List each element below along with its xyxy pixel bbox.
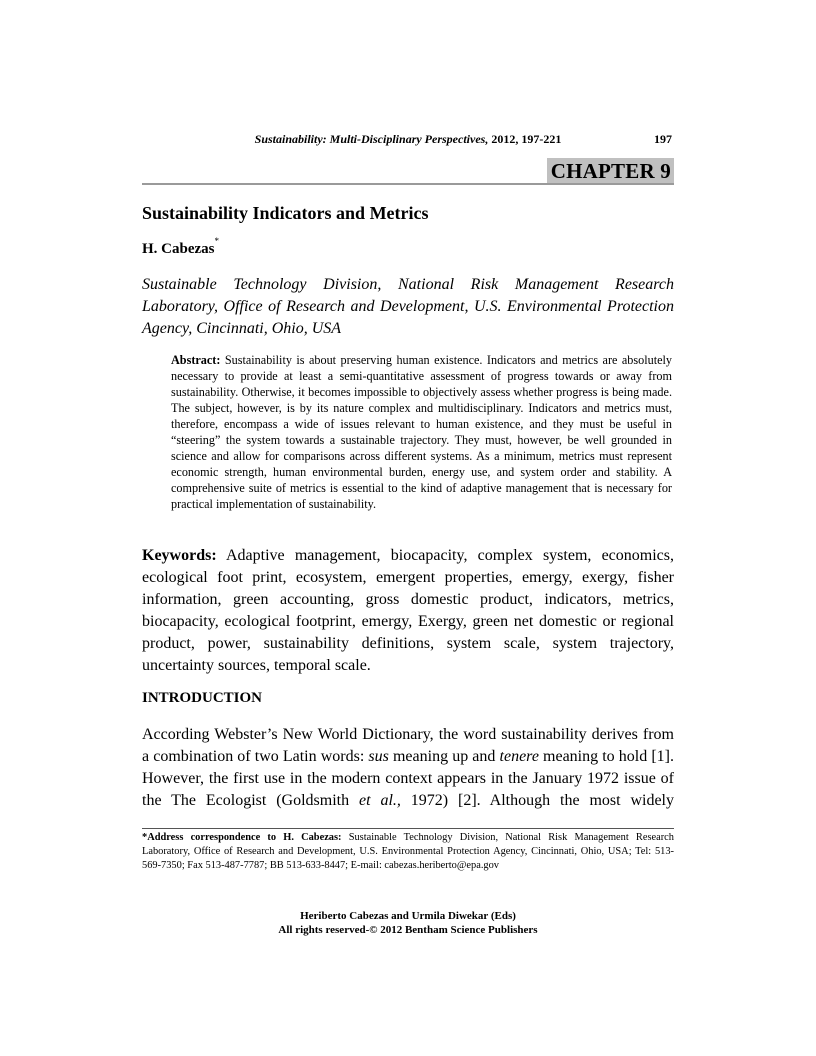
editors: Heriberto Cabezas and Urmila Diwekar (Eds) [300,910,516,922]
header-divider [142,183,674,185]
publisher-info [142,909,674,937]
footnote [142,831,674,873]
abstract-label: Abstract: [171,353,221,367]
journal-details: 2012, 197-221 [488,132,562,146]
affiliation: Sustainable Technology Division, National Risk Management Research Laboratory, Office of Research and Development, U.S. Environmental Protection Agency, Cincinnati, Ohio, USA [142,276,674,337]
introduction-paragraph [142,724,674,812]
author [142,236,219,258]
author-name: H. Cabezas [142,241,215,257]
running-head [142,132,674,150]
intro-text: meaning to hold [1]. However, the first use in the modern context appears in the January 1972 issue of the The Ecologist (Goldsmith [142,748,675,809]
copyright: All rights reserved-© 2012 Bentham Science Publishers [278,924,538,936]
footnote-label: *Address correspondence to H. Cabezas: [142,832,342,843]
keywords-label: Keywords: [142,547,217,564]
keywords-text: Adaptive management, biocapacity, complex system, economics, ecological foot print, ecosystem, emergent properties, emergy, exergy, fisher information, green accounting, gross domestic product, indicators, metrics, biocapacity, ecological footprint, emergy, Exergy, green net domestic or regional product, power, sustainability definitions, system scale, system trajectory, uncertainty sources, temporal scale. [142,547,674,674]
intro-text: According Webster’s New World Dictionary, the word sustainability derives from a combination of two Latin words: [142,726,674,765]
footnote-divider [142,828,674,829]
keywords [142,545,674,677]
intro-text: meaning up and [388,748,500,765]
abstract-text: Sustainability is about preserving human existence. Indicators and metrics are absolutely necessary to provide at least a semi-quantitative assessment of progress towards or away from sustainability. Otherwise, it becomes impossible to objectively assess whether progress is being made. The subject, however, is by its nature complex and multidisciplinary. Indicators and metrics must, therefore, encompass a wide of issues relevant to human existence, and they must be useful in “steering” the system towards a sustainable trajectory. They must, however, be well grounded in science and allow for comparisons across different systems. As a minimum, metrics must represent economic strength, human environmental burden, energy use, and system order and stability. A comprehensive suite of metrics is essential to the kind of adaptive management that is necessary for practical implementation of sustainability. [171,353,672,511]
intro-text: 1972) [2]. Although the most widely [400,792,674,809]
chapter-title: Sustainability Indicators and Metrics [142,203,429,223]
intro-italic-term: sus [368,748,389,765]
page-number: 197 [654,132,672,146]
intro-italic-term: et al., [359,792,401,809]
journal-name: Sustainability: Multi-Disciplinary Perspectives, [254,132,489,146]
footnote-text: Sustainable Technology Division, National Risk Management Research Laboratory, Office of Research and Development, U.S. Environmental Protection Agency, Cincinnati, Ohio, USA; Tel: 513-569-7350; Fax 513-487-7787; BB 513-633-8447; E-mail: cabezas.heriberto@epa.gov [142,832,674,871]
chapter-label: CHAPTER 9 [547,158,674,183]
section-heading-introduction: INTRODUCTION [142,690,263,706]
journal-citation [142,132,674,147]
author-footnote-marker: * [214,236,219,246]
abstract [171,352,672,512]
intro-italic-term: tenere [499,748,539,765]
